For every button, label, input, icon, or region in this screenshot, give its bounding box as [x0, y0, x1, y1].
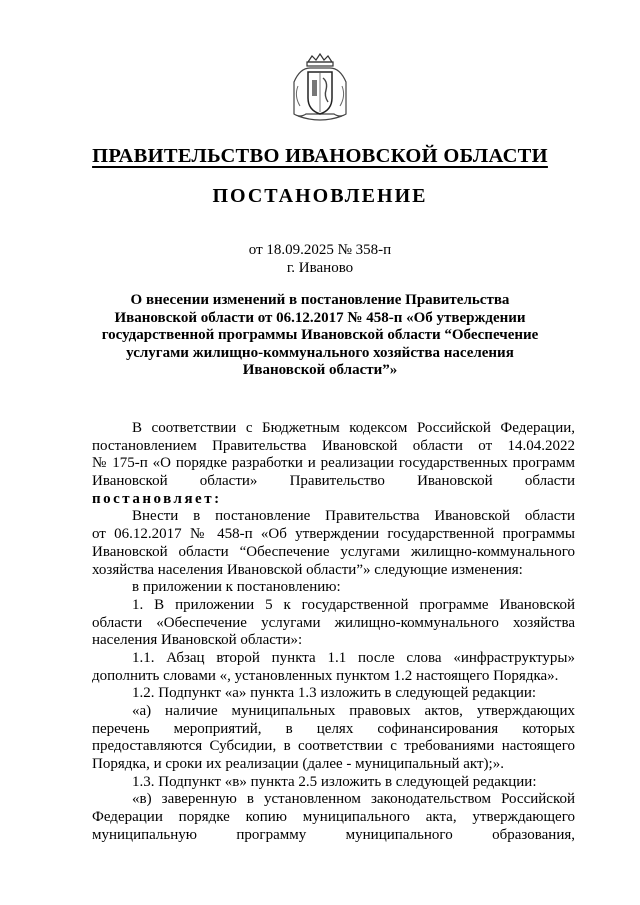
- document-body: [92, 420, 575, 845]
- body-line: В соответствии с Бюджетным кодексом Российской Федерации,: [132, 420, 575, 436]
- body-line: Ивановской области “Обеспечение услугами жилищно-коммунального: [92, 543, 575, 560]
- body-line: 1.2. Подпункт «а» пункта 1.3 изложить в следующей редакции:: [132, 685, 537, 702]
- body-line: муниципальную программу муниципального образования,: [92, 826, 575, 843]
- coat-of-arms-icon: [290, 52, 350, 124]
- document-date-number: от 18.09.2025 № 358-п: [248, 242, 392, 258]
- body-line: постановлением Правительства Ивановской области от 14.04.2022: [92, 437, 575, 454]
- body-line: Порядка, и сроки их реализации (далее - муниципальный акт);».: [92, 756, 504, 773]
- resolution-word: постановляет:: [92, 490, 222, 507]
- body-line: населения Ивановской области»:: [92, 632, 303, 649]
- document-city: г. Иваново: [286, 260, 354, 276]
- body-line: от 06.12.2017 № 458-п «Об утверждении государственной программы: [92, 526, 575, 543]
- title-line: О внесении изменений в постановление Правительства: [130, 292, 510, 308]
- document-type: ПОСТАНОВЛЕНИЕ: [212, 185, 428, 207]
- body-line: дополнить словами «, установленных пунктом 1.2 настоящего Порядка».: [92, 667, 559, 684]
- body-line: перечень мероприятий, в целях софинансирования которых: [92, 720, 575, 737]
- body-line: 1. В приложении 5 к государственной программе Ивановской: [132, 596, 575, 613]
- body-line: в приложении к постановлению:: [132, 579, 341, 596]
- body-line: предоставляются Субсидии, в соответствии с требованиями настоящего: [92, 738, 575, 755]
- body-line: хозяйства населения Ивановской области”» следующие изменения:: [92, 561, 523, 578]
- title-line: Ивановской области от 06.12.2017 № 458-п «Об утверждении: [114, 309, 526, 326]
- body-line: Федерации порядке копию муниципального акта, утверждающего: [92, 809, 575, 826]
- title-line: государственной программы Ивановской области “Обеспечение: [101, 327, 539, 343]
- body-line: № 175-п «О порядке разработки и реализации государственных программ: [92, 455, 575, 472]
- body-line: «в) заверенную в установленном законодательством Российской: [132, 791, 575, 808]
- body-line: 1.3. Подпункт «в» пункта 2.5 изложить в следующей редакции:: [132, 773, 537, 790]
- organization-name: ПРАВИТЕЛЬСТВО ИВАНОВСКОЙ ОБЛАСТИ: [92, 145, 548, 167]
- body-line: области «Обеспечение услугами жилищно-коммунального хозяйства: [92, 614, 575, 631]
- document-title: [100, 292, 540, 380]
- title-line: услугами жилищно-коммунального хозяйства населения: [126, 344, 514, 361]
- body-line: Внести в постановление Правительства Ивановской области: [132, 508, 575, 525]
- body-line: Ивановской области» Правительство Ивановской области: [92, 473, 575, 490]
- title-line: Ивановской области”»: [242, 362, 398, 378]
- body-line: 1.1. Абзац второй пункта 1.1 после слова «инфраструктуры»: [132, 649, 575, 666]
- body-line: «а) наличие муниципальных правовых актов, утверждающих: [132, 703, 575, 719]
